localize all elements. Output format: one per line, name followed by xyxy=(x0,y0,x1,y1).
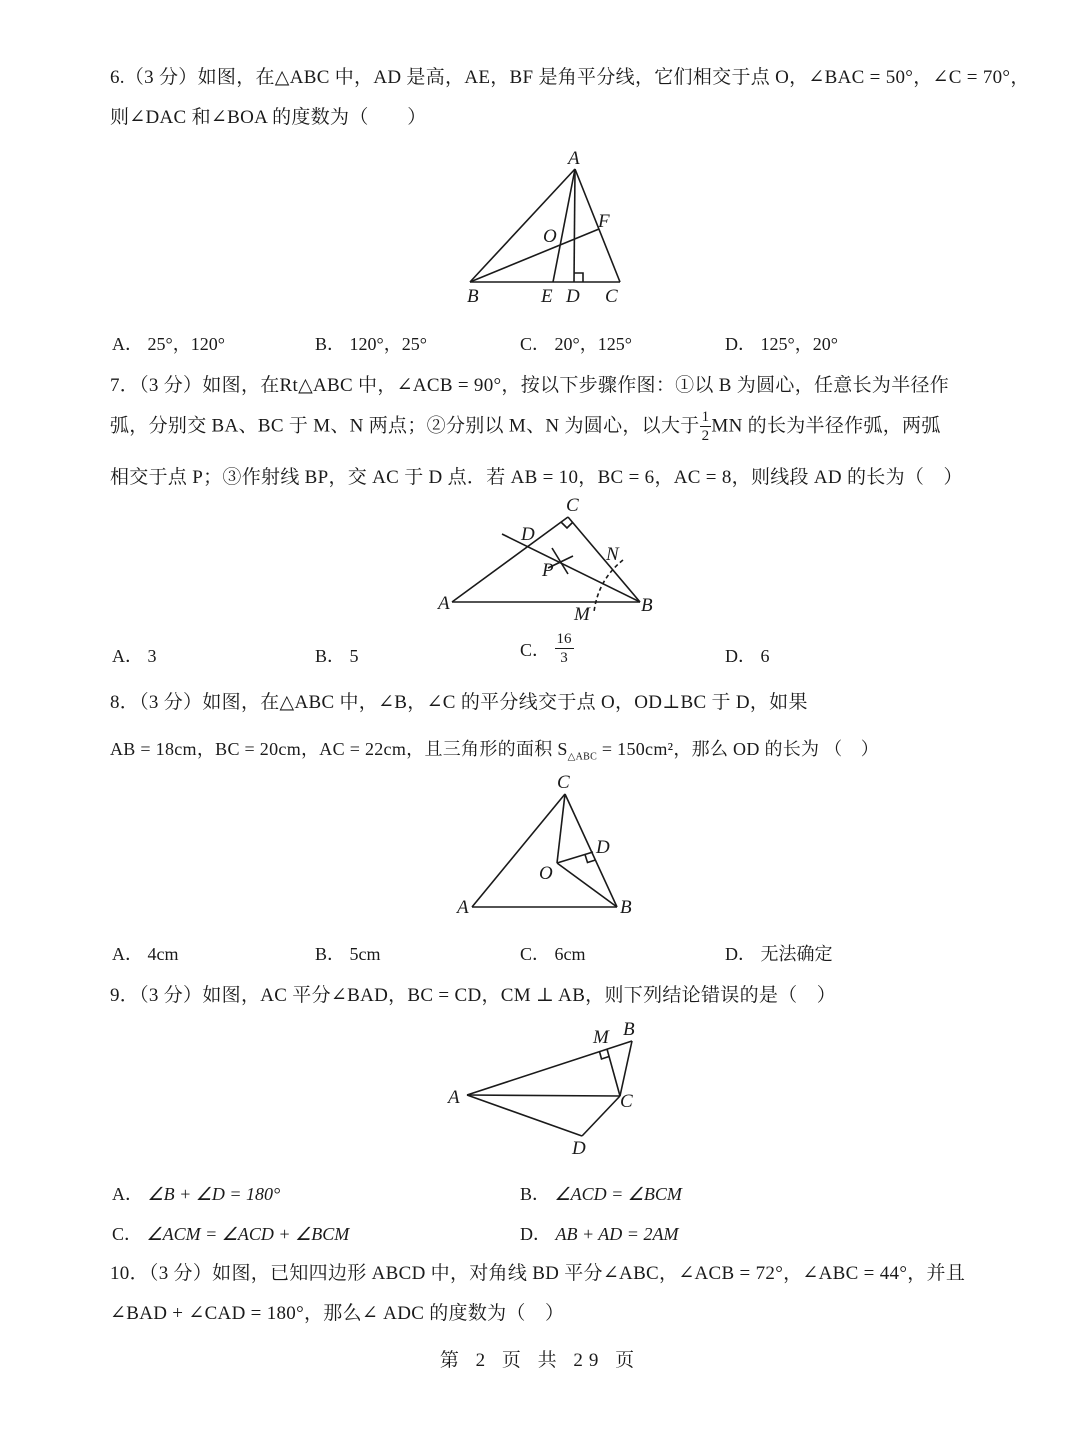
q8-side-ac xyxy=(472,794,565,907)
q9-label-b: B xyxy=(623,1019,635,1040)
q6-altitude-ad xyxy=(574,169,575,282)
q9-label-a: A xyxy=(448,1087,460,1108)
q9-stem-line1: 9．（3 分）如图，AC 平分∠BAD，BC = CD，CM ⊥ AB，则下列结论错误的是（ ） xyxy=(110,985,837,1006)
q7-option-b[interactable]: B． 5 xyxy=(315,646,359,666)
q6-label-c: C xyxy=(605,286,618,307)
q6-right-angle-mark xyxy=(574,273,583,282)
q8-option-d[interactable]: D． 无法确定 xyxy=(725,944,833,964)
q8-option-c[interactable]: C． 6cm xyxy=(520,944,586,964)
q6-option-d[interactable]: D． 125°，20° xyxy=(725,334,838,354)
q9-perpendicular-cm xyxy=(607,1049,620,1096)
q9-side-cd xyxy=(582,1096,620,1136)
q8-segment-ob xyxy=(557,863,617,907)
q9-option-b[interactable]: B． ∠ACD = ∠BCM xyxy=(520,1184,682,1204)
q7-right-angle-mark xyxy=(561,522,573,528)
q10-stem-line1: 10．（3 分）如图，已知四边形 ABCD 中，对角线 BD 平分∠ABC，∠ACB = 72°，∠ABC = 44°，并且 xyxy=(110,1263,966,1284)
q6-label-d: D xyxy=(566,286,580,307)
q6-stem-line2: 则∠DAC 和∠BOA 的度数为（ ） xyxy=(110,107,427,128)
q8-label-o: O xyxy=(539,863,553,884)
q7-label-b: B xyxy=(641,595,653,616)
q8-stem-line2: AB = 18cm，BC = 20cm，AC = 22cm，且三角形的面积 $S_{\triangle ABC} = 150cm^2$，那么 OD 的长为 （ ） xyxy=(110,739,880,763)
q7-label-c: C xyxy=(566,495,579,516)
q7-arc-p1 xyxy=(552,548,568,574)
q6-label-e: E xyxy=(541,286,553,307)
q6-side-ab xyxy=(470,169,575,282)
q7-option-a[interactable]: A． 3 xyxy=(112,646,157,666)
q10-stem-line2: ∠BAD + ∠CAD = 180°，那么∠ ADC 的度数为（ ） xyxy=(110,1303,565,1324)
q9-label-m: M xyxy=(593,1027,609,1048)
q8-label-d: D xyxy=(596,837,610,858)
q9-option-a[interactable]: A． ∠B + ∠D = 180° xyxy=(112,1184,281,1204)
q7-option-c[interactable]: C． $\frac{16}{3}$ xyxy=(520,631,572,666)
q8-figure xyxy=(445,772,655,927)
q8-segment-oc xyxy=(557,794,565,863)
q6-label-o: O xyxy=(543,226,557,247)
q6-bisector-bf xyxy=(470,229,599,282)
q6-label-f: F xyxy=(598,211,610,232)
page-footer: 第 2 页 共 29 页 xyxy=(439,1350,641,1371)
q8-option-b[interactable]: B． 5cm xyxy=(315,944,381,964)
q7-label-d: D xyxy=(521,524,535,545)
q8-stem-line1: 8．（3 分）如图，在△ABC 中，∠B，∠C 的平分线交于点 O，OD⊥BC 于 D，如果 xyxy=(110,692,808,713)
q7-stem-line3: 相交于点 P；③作射线 BP，交 AC 于 D 点．若 AB = 10，BC = 6，AC = 8，则线段 AD 的长为（ ） xyxy=(110,467,963,488)
q6-option-b[interactable]: B． 120°，25° xyxy=(315,334,427,354)
q8-label-a: A xyxy=(457,897,469,918)
q7-figure xyxy=(430,492,670,637)
q7-option-d[interactable]: D． 6 xyxy=(725,646,770,666)
q9-option-c[interactable]: C． ∠ACM = ∠ACD + ∠BCM xyxy=(112,1224,350,1244)
q8-label-c: C xyxy=(557,772,570,793)
q6-label-b: B xyxy=(467,286,479,307)
q7-label-n: N xyxy=(606,544,619,565)
q7-fraction-half: $\frac{1}{2}$ xyxy=(701,409,710,444)
q7-stem-line1: 7．（3 分）如图，在Rt△ABC 中，∠ACB = 90°，按以下步骤作图：①以 B 为圆心，任意长为半径作 xyxy=(110,375,950,396)
q7-label-a: A xyxy=(438,593,450,614)
q8-option-a[interactable]: A． 4cm xyxy=(112,944,179,964)
q9-label-c: C xyxy=(620,1091,633,1112)
q6-option-c[interactable]: C． 20°，125° xyxy=(520,334,632,354)
q9-side-bc xyxy=(620,1041,632,1096)
q6-figure xyxy=(455,142,655,317)
q9-diagonal-ac xyxy=(467,1095,620,1096)
q7-side-cb xyxy=(568,517,640,602)
q7-label-m: M xyxy=(574,604,590,625)
q9-figure xyxy=(440,1015,660,1165)
q7-stem-line2: 弧，分别交 BA、BC 于 M、N 两点；②分别以 M、N 为圆心，以大于 $\frac{1}{2}$ MN 的长为半径作弧，两弧 xyxy=(110,409,941,444)
q9-label-d: D xyxy=(572,1138,586,1159)
q9-side-ad xyxy=(467,1095,582,1136)
q9-option-d[interactable]: D． AB + AD = 2AM xyxy=(520,1224,679,1244)
q6-option-a[interactable]: A． 25°，120° xyxy=(112,334,225,354)
q6-stem-line1: 6.（3 分）如图，在△ABC 中，AD 是高，AE，BF 是角平分线，它们相交于点 O，∠BAC = 50°，∠C = 70°， xyxy=(110,67,1030,88)
q7-label-p: P xyxy=(542,560,554,581)
q8-label-b: B xyxy=(620,897,632,918)
q6-label-a: A xyxy=(568,148,580,169)
